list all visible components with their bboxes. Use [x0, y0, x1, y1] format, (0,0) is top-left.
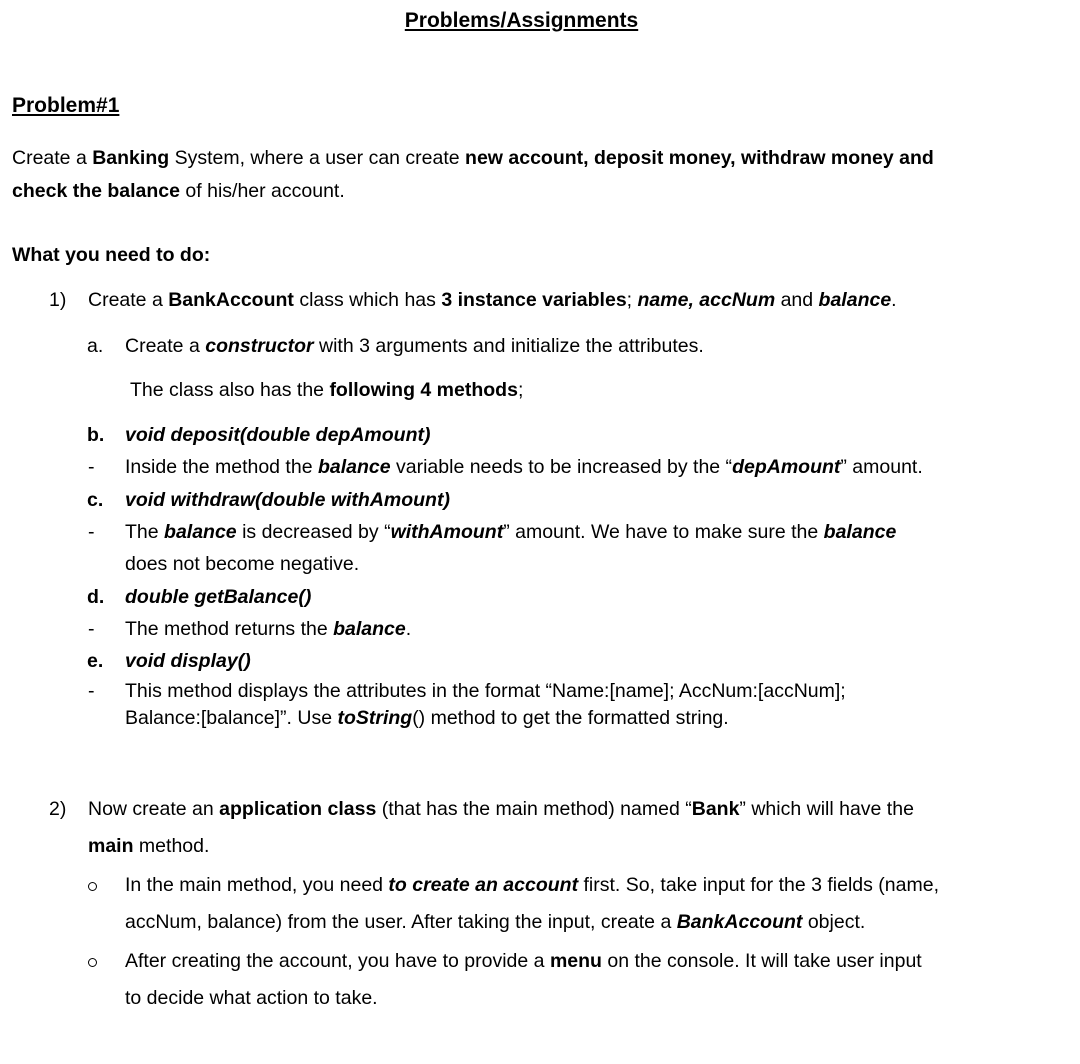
- item-a-marker: a.: [87, 335, 104, 357]
- item-c-dash: -: [88, 521, 95, 543]
- bullet-1-line-1: In the main method, you need to create an account first. So, take input for the 3 fields (name,: [125, 874, 939, 896]
- step-2-number: 2): [49, 798, 67, 820]
- item-e-signature: void display(): [125, 650, 251, 672]
- intro-line-2: check the balance of his/her account.: [12, 180, 345, 202]
- step-2-line-1: Now create an application class (that has the main method) named “Bank” which will have the: [88, 798, 914, 820]
- item-b-marker: b.: [87, 424, 105, 446]
- item-e-marker: e.: [87, 650, 104, 672]
- intro-line-1: Create a Banking System, where a user can create new account, deposit money, withdraw money and: [12, 147, 934, 169]
- bullet-2-line-1: After creating the account, you have to provide a menu on the console. It will take user input: [125, 950, 922, 972]
- item-b-dash: -: [88, 456, 95, 478]
- item-c-desc-1: The balance is decreased by “withAmount” amount. We have to make sure the balance: [125, 521, 897, 543]
- step-2-line-2: main method.: [88, 835, 210, 857]
- item-e-dash: -: [88, 680, 95, 702]
- item-b-signature: void deposit(double depAmount): [125, 424, 431, 446]
- item-e-desc-1: This method displays the attributes in the format “Name:[name]; AccNum:[accNum];: [125, 680, 846, 702]
- step-1-number: 1): [49, 289, 67, 311]
- item-d-marker: d.: [87, 586, 105, 608]
- circle-bullet-icon: [88, 958, 97, 967]
- what-heading: What you need to do:: [12, 244, 211, 266]
- item-c-signature: void withdraw(double withAmount): [125, 489, 450, 511]
- item-b-desc: Inside the method the balance variable needs to be increased by the “depAmount” amount.: [125, 456, 923, 478]
- bullet-2-line-2: to decide what action to take.: [125, 987, 378, 1009]
- item-a-text: Create a constructor with 3 arguments and initialize the attributes.: [125, 335, 704, 357]
- item-a-note: The class also has the following 4 methods;: [130, 379, 524, 401]
- item-c-desc-2: does not become negative.: [125, 553, 360, 575]
- item-d-dash: -: [88, 618, 95, 640]
- step-1-text: Create a BankAccount class which has 3 instance variables; name, accNum and balance.: [88, 289, 897, 311]
- page-title: Problems/Assignments: [404, 9, 639, 32]
- problem-heading: Problem#1: [12, 94, 120, 117]
- item-e-desc-2: Balance:[balance]”. Use toString() method to get the formatted string.: [125, 707, 729, 729]
- circle-bullet-icon: [88, 882, 97, 891]
- item-c-marker: c.: [87, 489, 104, 511]
- item-d-desc: The method returns the balance.: [125, 618, 412, 640]
- item-d-signature: double getBalance(): [125, 586, 312, 608]
- bullet-1-line-2: accNum, balance) from the user. After taking the input, create a BankAccount object.: [125, 911, 866, 933]
